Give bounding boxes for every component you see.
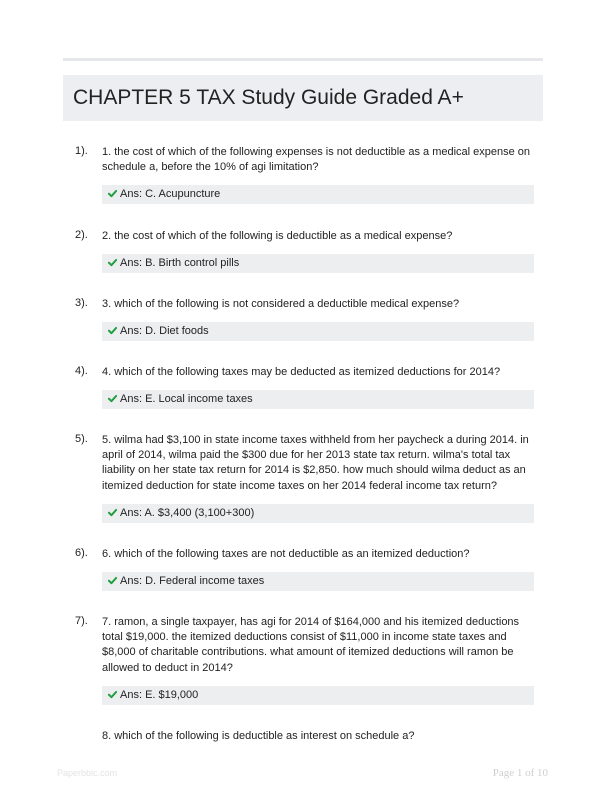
answer-box: [102, 572, 534, 591]
top-divider: [63, 58, 543, 61]
question-text: 5. wilma had $3,100 in state income taxes withheld from her paycheck a during 2014. in april of 2014, wilma paid the $300 due for her 2013 state tax return. wilma's total tax liability on her state tax return for 2014 is $2,850. how much should wilma deduct as an itemized deduction for state income taxes on her 2014 federal income tax return?: [102, 434, 529, 492]
check-icon: [108, 258, 117, 267]
answer-box: [102, 254, 534, 273]
question-number: 7).: [75, 615, 88, 627]
answer-box: [102, 185, 534, 204]
check-icon: [108, 690, 117, 699]
answer-text: Ans: E. Local income taxes: [120, 393, 253, 405]
question-text: 8. which of the following is deductible as interest on schedule a?: [102, 730, 415, 742]
page-indicator: Page 1 of 10: [492, 767, 548, 779]
answer-box: [102, 686, 534, 705]
check-icon: [108, 394, 117, 403]
question-text: 3. which of the following is not considered a deductible medical expense?: [102, 298, 460, 310]
title-banner: [63, 75, 543, 121]
question-number: 3).: [75, 297, 88, 309]
question-text: 6. which of the following taxes are not deductible as an itemized deduction?: [102, 548, 470, 560]
answer-text: Ans: D. Federal income taxes: [120, 575, 265, 587]
question-number: 5).: [75, 433, 88, 445]
answer-text: Ans: E. $19,000: [120, 689, 199, 701]
answer-text: Ans: D. Diet foods: [120, 325, 209, 337]
question-number: 2).: [75, 229, 88, 241]
check-icon: [108, 576, 117, 585]
footer-watermark: Paperbbic.com: [57, 768, 118, 778]
question-number: 6).: [75, 547, 88, 559]
check-icon: [108, 326, 117, 335]
check-icon: [108, 189, 117, 198]
question-text: 1. the cost of which of the following expenses is not deductible as a medical expense on schedule a, before the 10% of agi limitation?: [102, 146, 531, 174]
question-number: 1).: [75, 145, 88, 157]
answer-text: Ans: B. Birth control pills: [120, 257, 240, 269]
answer-text: Ans: C. Acupuncture: [120, 188, 221, 200]
question-text: 2. the cost of which of the following is deductible as a medical expense?: [102, 230, 453, 242]
answer-text: Ans: A. $3,400 (3,100+300): [120, 507, 255, 519]
answer-box: [102, 504, 534, 523]
document-title: CHAPTER 5 TAX Study Guide Graded A+: [73, 86, 464, 109]
question-number: 4).: [75, 365, 88, 377]
answer-box: [102, 322, 534, 341]
question-text: 4. which of the following taxes may be deducted as itemized deductions for 2014?: [102, 366, 501, 378]
answer-box: [102, 390, 534, 409]
question-text: 7. ramon, a single taxpayer, has agi for 2014 of $164,000 and his itemized deductions total $19,000. the itemized deductions consist of $11,000 in income state taxes and $8,000 of charitable contributions. what amount of itemized deductions will ramon be allowed to deduct in 2014?: [102, 616, 520, 674]
check-icon: [108, 508, 117, 517]
